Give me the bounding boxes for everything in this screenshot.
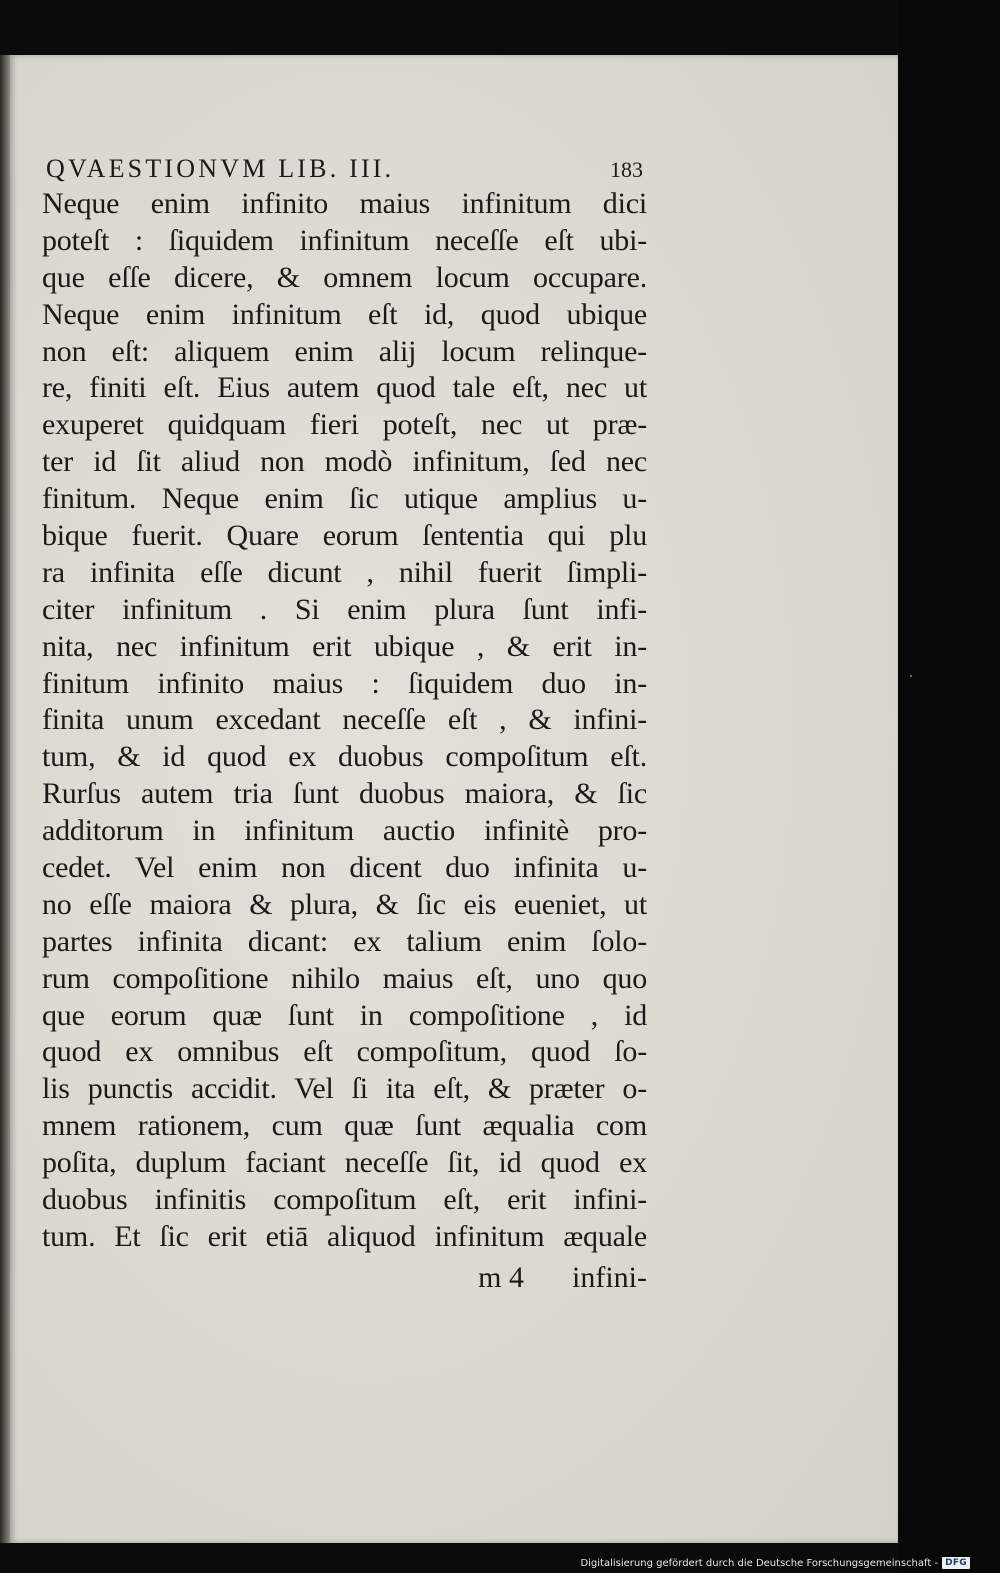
- text-line: Rurſus autem tria ſunt duobus maiora, & ſic: [42, 777, 647, 811]
- text-line: re, finiti eſt. Eius autem quod tale eſt, nec ut: [42, 371, 647, 405]
- text-line: citer infinitum . Si enim plura ſunt infi-: [42, 592, 647, 626]
- scan-background: [898, 0, 1000, 1573]
- text-line: bique fuerit. Quare eorum ſententia qui plu: [42, 519, 647, 553]
- text-line: partes infinita dicant: ex talium enim ſolo-: [42, 924, 647, 958]
- text-line: finita unum excedant neceſſe eſt , & infini-: [42, 703, 647, 737]
- credit-text: Digitalisierung gefördert durch die Deutsche Forschungsgemeinschaft -: [580, 1557, 939, 1569]
- text-line: additorum in infinitum auctio infinitè pro-: [42, 814, 647, 848]
- text-line: que eſſe dicere, & omnem locum occupare.: [42, 260, 647, 294]
- signature-mark: m 4: [478, 1260, 524, 1294]
- text-line: non eſt: aliquem enim alij locum relinque-: [42, 334, 647, 368]
- text-line: cedet. Vel enim non dicent duo infinita u-: [42, 851, 647, 885]
- text-line: exuperet quidquam fieri poteſt, nec ut præ-: [42, 408, 647, 442]
- text-line: quod ex omnibus eſt compoſitum, quod ſo-: [42, 1035, 647, 1069]
- digitization-credit: [580, 1557, 970, 1569]
- text-line: Neque enim infinito maius infinitum dici: [42, 187, 647, 220]
- text-line: poteſt : ſiquidem infinitum neceſſe eſt ubi-: [42, 223, 647, 257]
- body-text: [42, 186, 647, 1256]
- page-left-edge: [0, 55, 10, 1543]
- running-header: [42, 152, 647, 186]
- text-line: lis punctis accidit. Vel ſi ita eſt, & præter o-: [42, 1072, 647, 1106]
- text-line: finitum infinito maius : ſiquidem duo in-: [42, 666, 647, 700]
- margin-speck: [910, 675, 912, 677]
- text-line: no eſſe maiora & plura, & ſic eis eueniet, ut: [42, 887, 647, 921]
- running-title: QVAESTIONVM LIB. III.: [46, 154, 395, 183]
- text-line: nita, nec infinitum erit ubique , & erit in-: [42, 629, 647, 663]
- text-line: finitum. Neque enim ſic utique amplius u-: [42, 482, 647, 516]
- page-footer: [42, 1260, 647, 1296]
- text-line: que eorum quæ ſunt in compoſitione , id: [42, 998, 647, 1032]
- folio-number: 183: [610, 157, 643, 182]
- text-line: mnem rationem, cum quæ ſunt æqualia com: [42, 1109, 647, 1143]
- text-line: ter id ſit aliud non modò infinitum, ſed nec: [42, 445, 647, 479]
- catchword: infini-: [572, 1260, 647, 1294]
- text-line: tum, & id quod ex duobus compoſitum eſt.: [42, 740, 647, 774]
- text-line: Neque enim infinitum eſt id, quod ubique: [42, 297, 647, 331]
- text-line: poſita, duplum faciant neceſſe ſit, id quod ex: [42, 1146, 647, 1180]
- dfg-logo: DFG: [942, 1557, 970, 1569]
- text-block: [42, 152, 647, 1296]
- text-line: duobus infinitis compoſitum eſt, erit infini-: [42, 1183, 647, 1217]
- text-line: ra infinita eſſe dicunt , nihil fuerit ſimpli-: [42, 555, 647, 589]
- text-line: rum compoſitione nihilo maius eſt, uno quo: [42, 961, 647, 995]
- text-line: tum. Et ſic erit etiā aliquod infinitum æquale: [42, 1219, 647, 1253]
